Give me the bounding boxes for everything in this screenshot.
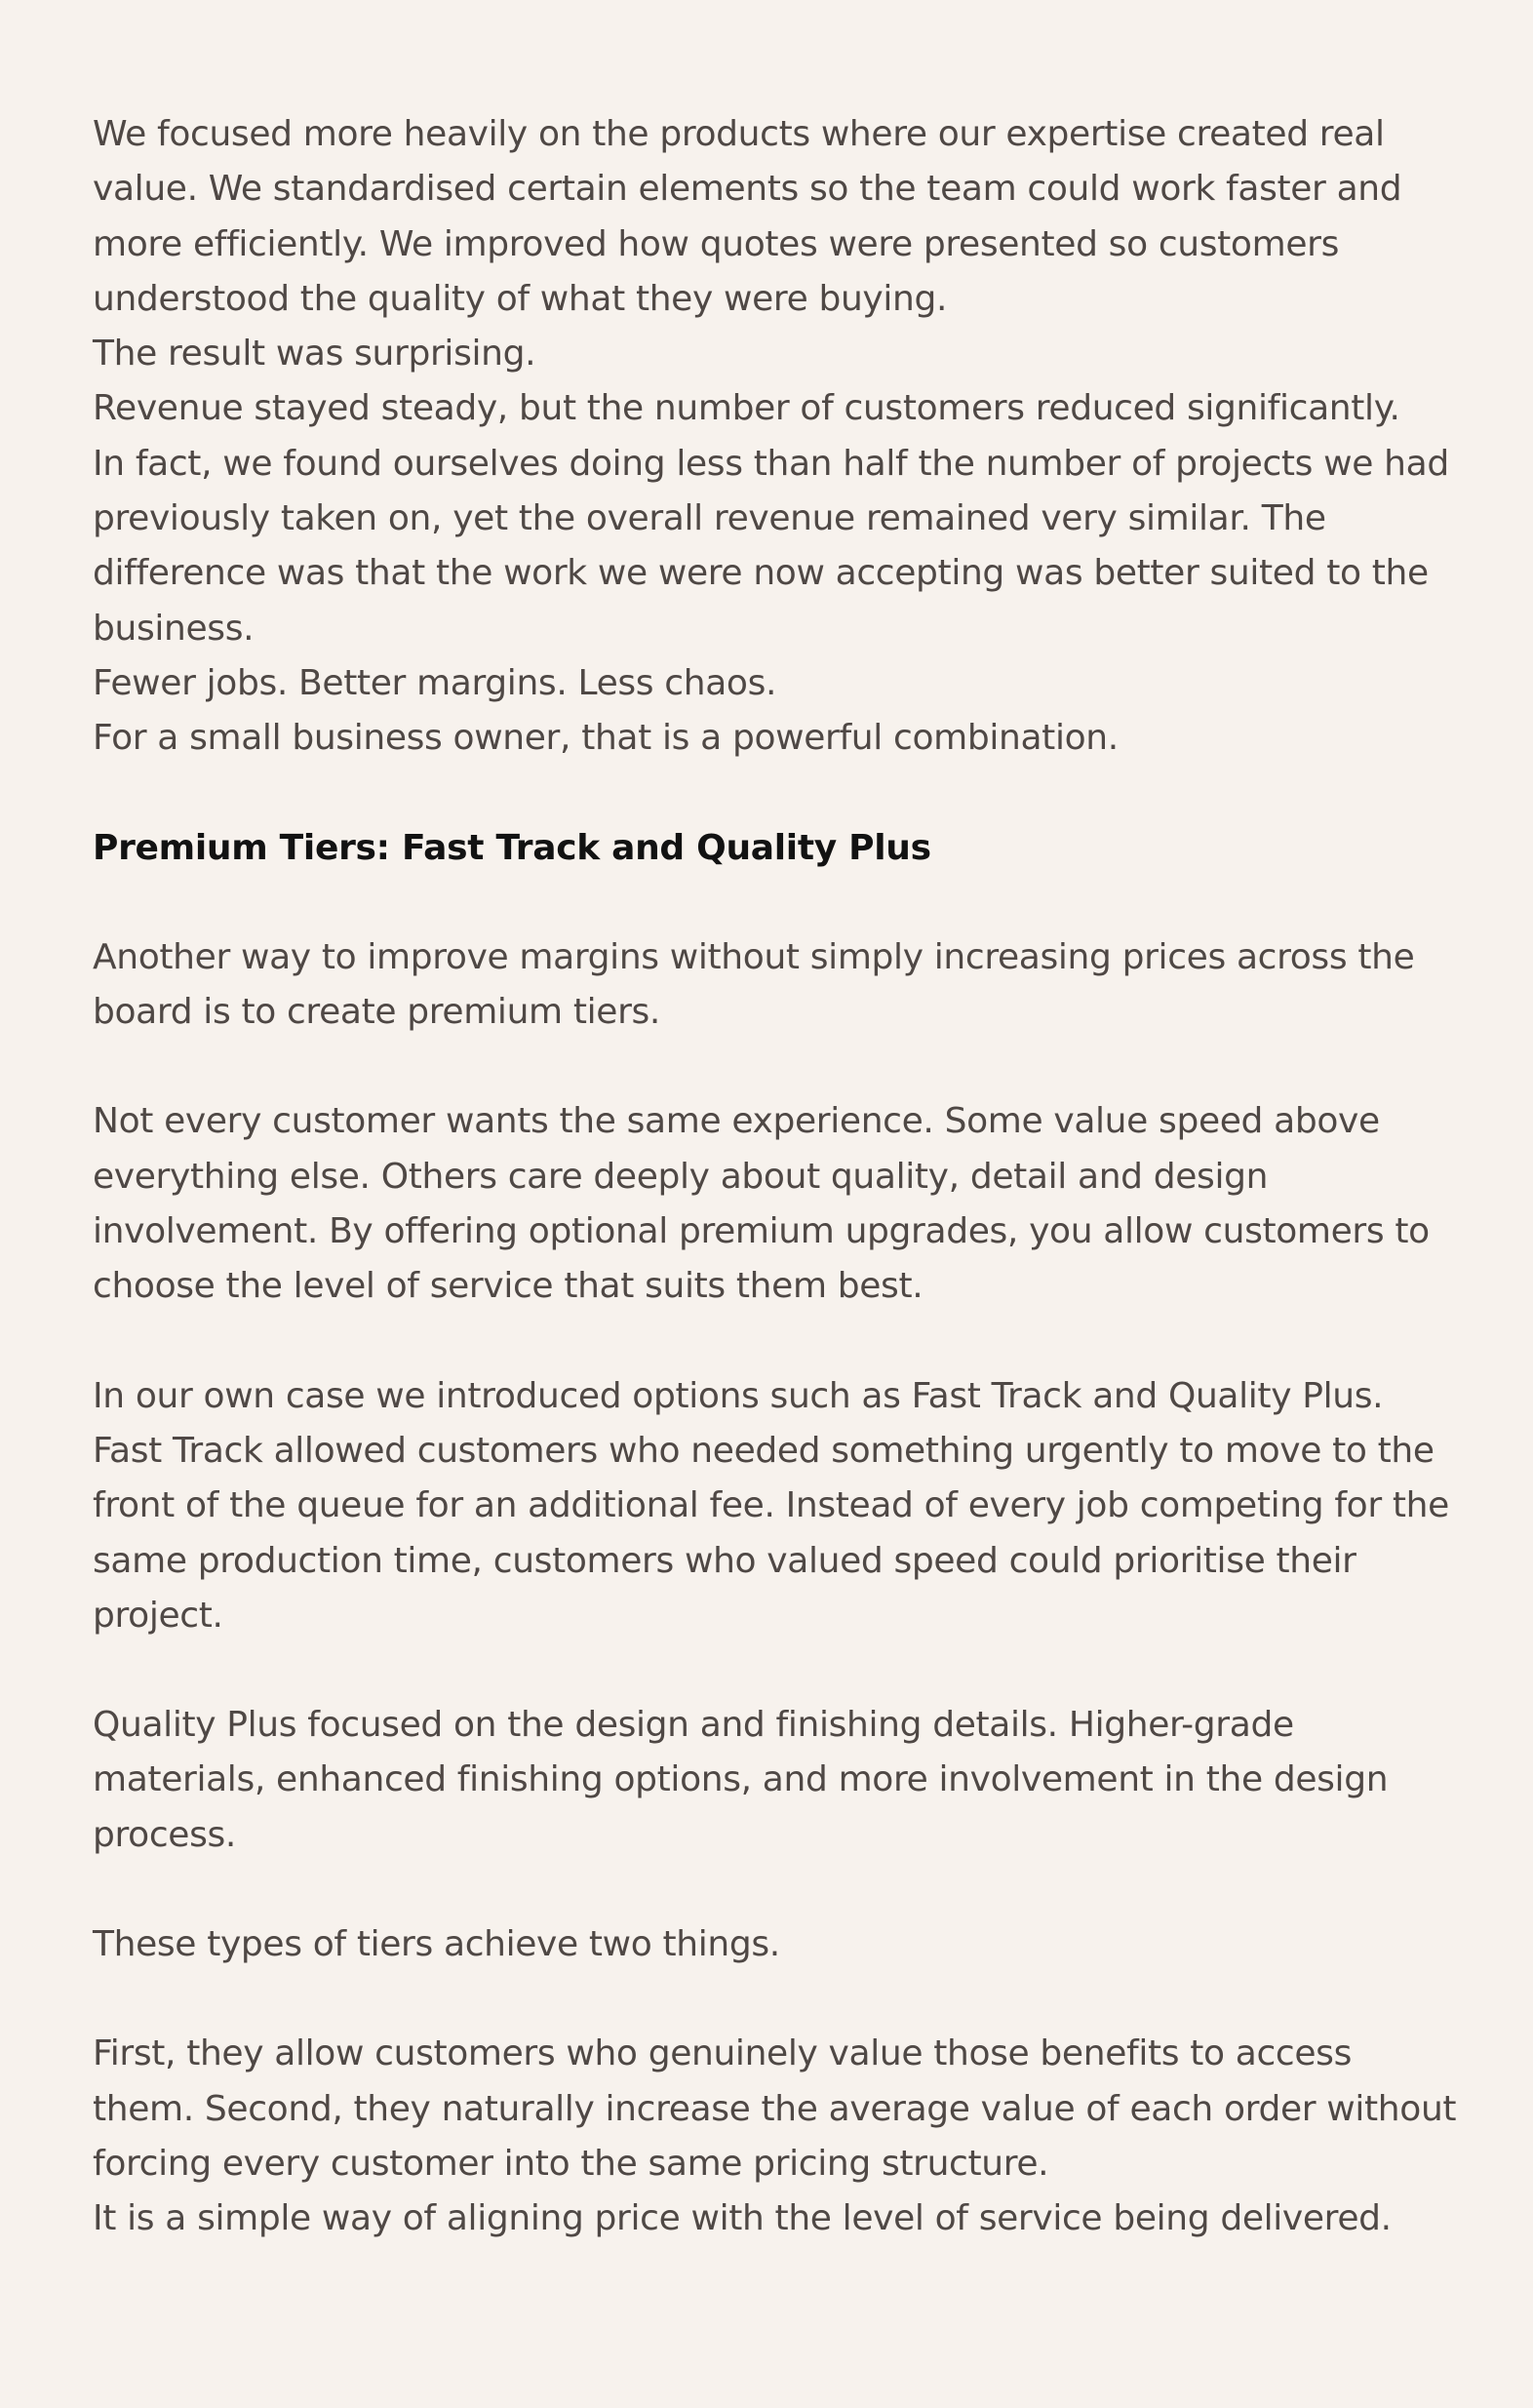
paragraph-fewer-jobs: Fewer jobs. Better margins. Less chaos. [93, 662, 777, 703]
paragraph-fast-track: In our own case we introduced options such as Fast Track and Quality Plus. Fast Track allowed customers who needed something urgently to move to the front of the queue for an additional fee. Instead of every job competing for the same production time, customers who valued speed could prioritise their project. [93, 1375, 1449, 1636]
paragraph-premium-tiers: Another way to improve margins without simply increasing prices across the board is to create premium tiers. [93, 936, 1415, 1033]
paragraph-fewer-projects: In fact, we found ourselves doing less than half the number of projects we had previously taken on, yet the overall revenue remained very similar. The difference was that the work we were now accepting was better suited to the business. [93, 443, 1449, 649]
paragraph-quality-plus: Quality Plus focused on the design and finishing details. Higher-grade materials, enhanced finishing options, and more involvement in the design process. [93, 1705, 1389, 1855]
paragraph-two-things: These types of tiers achieve two things. [93, 1924, 780, 1965]
article-body [93, 107, 1458, 2247]
paragraph-combination: For a small business owner, that is a powerful combination. [93, 718, 1119, 759]
paragraph-benefits: First, they allow customers who genuinely value those benefits to access them. Second, they naturally increase the average value of each order without forcing every customer into the same pricing structure. [93, 2033, 1457, 2184]
paragraph-focus: We focused more heavily on the products where our expertise created real value. We standardised certain elements so the team could work faster and more efficiently. We improved how quotes were presented so customers understood the quality of what they were buying. [93, 114, 1402, 319]
paragraph-aligning-price: It is a simple way of aligning price with the level of service being delivered. [93, 2198, 1392, 2239]
paragraph-result: The result was surprising. [93, 334, 536, 375]
section-heading: Premium Tiers: Fast Track and Quality Plus [93, 827, 931, 868]
paragraph-customer-experience: Not every customer wants the same experience. Some value speed above everything else. Others care deeply about quality, detail and design involvement. By offering optional premium upgrades, you allow customers to choose the level of service that suits them best. [93, 1101, 1430, 1307]
paragraph-revenue: Revenue stayed steady, but the number of customers reduced significantly. [93, 388, 1400, 429]
